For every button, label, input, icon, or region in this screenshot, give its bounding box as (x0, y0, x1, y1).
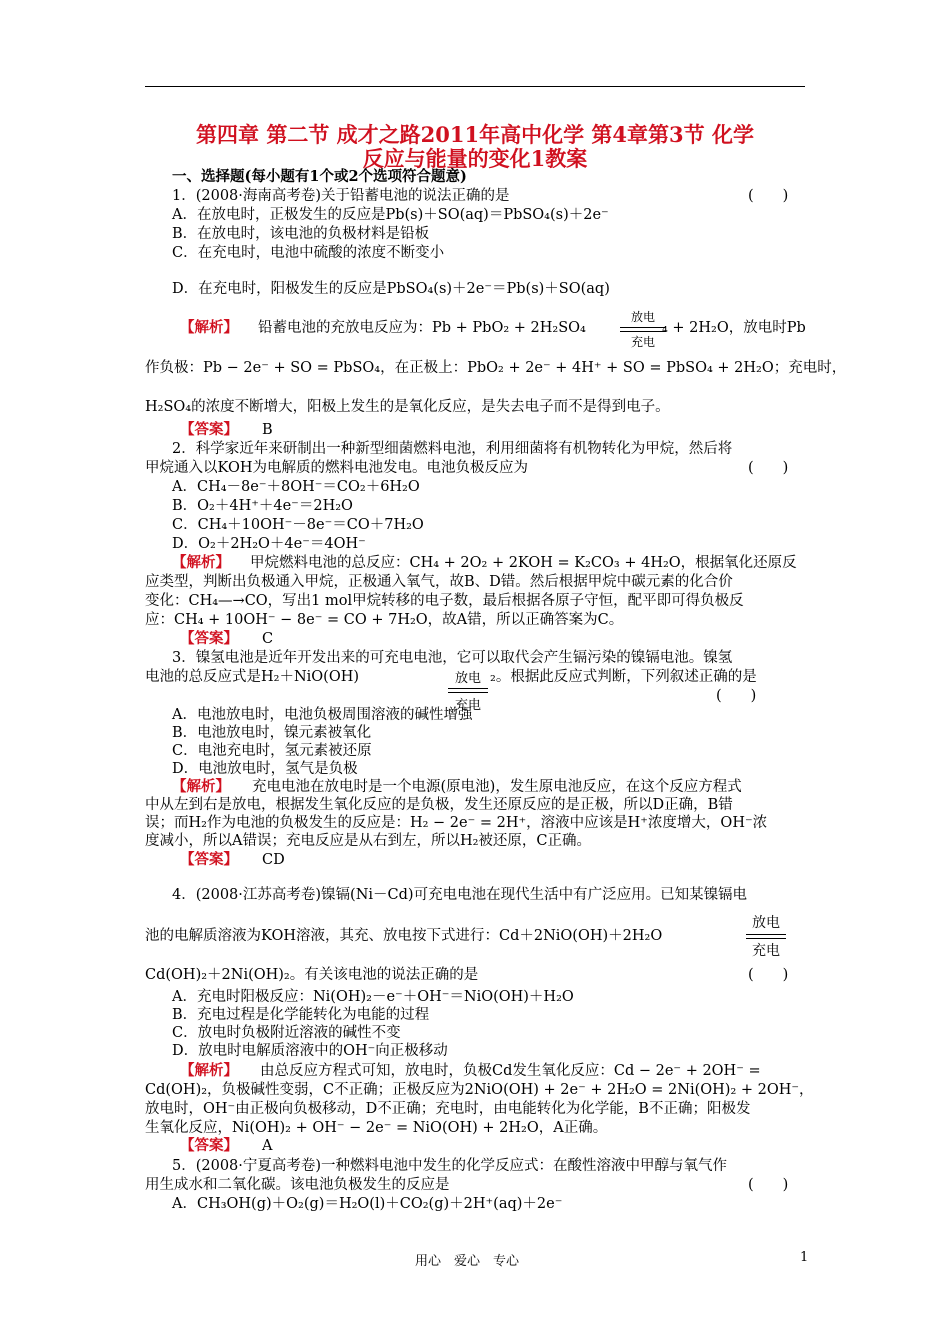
q2-explanation-2: 应类型，判断出负极通入甲烷，正极通入氧气，故B、D错。然后根据甲烷中碳元素的化合价 (145, 574, 733, 590)
q2-explanation-1: 甲烷燃料电池的总反应：CH₄ + 2O₂ + 2KOH = K₂CO₃ + 4H₂O，根据氧化还原反 (250, 555, 797, 571)
arrow-top-label: 放电 (454, 671, 481, 686)
q4-stem-3: Cd(OH)₂＋2Ni(OH)₂。有关该电池的说法正确的是 (145, 967, 479, 983)
arrow-bottom-label: 充电 (630, 335, 655, 349)
q1-answer: B (262, 422, 273, 438)
q3-explanation-4: 度减小，所以A错误；充电反应是从右到左，所以H₂被还原，C正确。 (145, 833, 592, 849)
q5-stem-1: 5．(2008·宁夏高考卷)一种燃料电池中发生的化学反应式：在酸性溶液中甲醇与氧气作 (172, 1158, 728, 1174)
q4-option-d: D．放电时电解质溶液中的OH⁻向正极移动 (172, 1043, 448, 1059)
q1-explanation-1b: ₄ + 2H₂O，放电时Pb (662, 320, 806, 336)
q3-answer: CD (262, 852, 285, 868)
section-heading: 一、选择题(每小题有1个或2个选项符合题意) (172, 168, 467, 185)
q5-option-a: A．CH₃OH(g)＋O₂(g)＝H₂O(l)＋CO₂(g)＋2H⁺(aq)＋2e⁻ (172, 1196, 563, 1212)
header-rule (145, 86, 805, 87)
q4-explanation-label: 【解析】 (180, 1062, 238, 1079)
q3-option-a: A．电池放电时，电池负极周围溶液的碱性增强 (172, 707, 473, 723)
page-number: 1 (800, 1250, 809, 1265)
arrow-bottom-label: 充电 (454, 698, 481, 713)
q4-explanation-3: 放电时，OH⁻由正极向负极移动，D不正确；充电时，由电能转化为化学能，B不正确；阳极发 (145, 1101, 751, 1117)
q3-option-c: C．电池充电时，氢元素被还原 (172, 743, 372, 759)
q1-option-a: A．在放电时，正极发生的反应是Pb(s)＋SO(aq)＝PbSO₄(s)＋2e⁻ (172, 207, 609, 223)
q1-answer-label: 【答案】 (180, 421, 238, 438)
q2-stem-1: 2．科学家近年来研制出一种新型细菌燃料电池，利用细菌将有机物转化为甲烷，然后将 (172, 441, 733, 457)
q4-option-c: C．放电时负极附近溶液的碱性不变 (172, 1025, 401, 1041)
q2-explanation-4: 应：CH₄ + 10OH⁻ − 8e⁻ = CO + 7H₂O，故A错，所以正确答案为C。 (145, 612, 624, 628)
q1-reversible-arrow (620, 308, 666, 350)
footer-motto: 用心 爱心 专心 (415, 1254, 520, 1269)
q4-explanation-1: 由总反应方程式可知，放电时，负极Cd发生氧化反应：Cd − 2e⁻ + 2OH⁻ = (260, 1063, 761, 1079)
q5-stem-2: 用生成水和二氧化碳。该电池负极发生的反应是 (145, 1177, 450, 1193)
q4-answer-label: 【答案】 (180, 1137, 238, 1154)
q2-option-a: A．CH₄－8e⁻＋8OH⁻＝CO₂＋6H₂O (172, 479, 420, 495)
q1-option-b: B．在放电时，该电池的负极材料是铅板 (172, 226, 430, 242)
doc-title-line2: 反应与能量的变化1教案 (362, 146, 588, 171)
arrow-top-label: 放电 (752, 915, 780, 931)
q2-answer-label: 【答案】 (180, 630, 238, 647)
q4-explanation-2: Cd(OH)₂，负极碱性变弱，C不正确；正极反应为2NiO(OH) + 2e⁻ + 2H₂O = 2Ni(OH)₂ + 2OH⁻， (145, 1082, 814, 1098)
q3-answer-blank: ( ) (716, 688, 757, 704)
q4-option-b: B．充电过程是化学能转化为电能的过程 (172, 1007, 430, 1023)
q3-explanation-1: 充电电池在放电时是一个电源(原电池)，发生原电池反应，在这个反应方程式 (252, 779, 742, 795)
q2-explanation-label: 【解析】 (172, 554, 230, 571)
q2-explanation-3: 变化：CH₄—→CO，写出1 mol甲烷转移的电子数，最后根据各原子守恒，配平即可得负极反 (145, 593, 744, 609)
q1-explanation-1a: 铅蓄电池的充放电反应为：Pb + PbO₂ + 2H₂SO₄ (258, 320, 586, 336)
q3-explanation-3: 误；而H₂作为电池的负极发生的反应是：H₂ − 2e⁻ = 2H⁺，溶液中应该是H⁺浓度增大，OH⁻浓 (145, 815, 768, 831)
q1-explanation-2: 作负极：Pb − 2e⁻ + SO = PbSO₄，在正极上：PbO₂ + 2e⁻ + 4H⁺ + SO = PbSO₄ + 2H₂O；充电时， (145, 360, 847, 376)
q3-answer-label: 【答案】 (180, 851, 238, 868)
q1-option-d: D．在充电时，阳极发生的反应是PbSO₄(s)＋2e⁻＝Pb(s)＋SO(aq) (172, 281, 610, 297)
q2-answer: C (262, 631, 274, 647)
q3-stem-2b: ₂。根据此反应式判断，下列叙述正确的是 (490, 669, 757, 685)
q4-explanation-4: 生氧化反应，Ni(OH)₂ + OH⁻ − 2e⁻ = NiO(OH) + 2H₂O，A正确。 (145, 1120, 608, 1136)
q2-option-d: D．O₂＋2H₂O＋4e⁻＝4OH⁻ (172, 536, 366, 552)
q3-explanation-2: 中从左到右是放电，根据发生氧化反应的是负极，发生还原反应的是正极，所以D正确，B错 (145, 797, 733, 813)
q1-answer-blank: ( ) (748, 188, 789, 204)
q3-stem-1: 3．镍氢电池是近年开发出来的可充电电池，它可以取代会产生镉污染的镍镉电池。镍氢 (172, 650, 733, 666)
q4-option-a: A．充电时阳极反应：Ni(OH)₂－e⁻＋OH⁻＝NiO(OH)＋H₂O (172, 989, 574, 1005)
q1-stem: 1．(2008·海南高考卷)关于铅蓄电池的说法正确的是 (172, 188, 510, 204)
doc-title-line1: 第四章 第二节 成才之路2011年高中化学 第4章第3节 化学 (196, 122, 754, 147)
arrow-bottom-label: 充电 (752, 943, 780, 959)
q5-answer-blank: ( ) (748, 1177, 789, 1193)
q4-reversible-arrow (746, 912, 786, 960)
q3-option-b: B．电池放电时，镍元素被氧化 (172, 725, 372, 741)
q4-answer: A (262, 1138, 273, 1154)
q3-explanation-label: 【解析】 (172, 778, 230, 795)
q2-stem-2: 甲烷通入以KOH为电解质的燃料电池发电。电池负极反应为 (145, 460, 528, 476)
q3-stem-2a: 电池的总反应式是H₂＋NiO(OH) (145, 669, 360, 685)
q1-explanation-3: H₂SO₄的浓度不断增大，阳极上发生的是氧化反应，是失去电子而不是得到电子。 (145, 399, 670, 415)
arrow-top-label: 放电 (630, 310, 655, 324)
q2-option-b: B．O₂＋4H⁺＋4e⁻＝2H₂O (172, 498, 353, 514)
q3-option-d: D．电池放电时，氢气是负极 (172, 761, 358, 777)
q1-option-c: C．在充电时，电池中硫酸的浓度不断变小 (172, 245, 445, 261)
q2-answer-blank: ( ) (748, 460, 789, 476)
q4-answer-blank: ( ) (748, 967, 789, 983)
q2-option-c: C．CH₄＋10OH⁻－8e⁻＝CO＋7H₂O (172, 517, 424, 533)
q1-explanation-label: 【解析】 (180, 319, 238, 336)
q4-stem-2: 池的电解质溶液为KOH溶液，其充、放电按下式进行：Cd＋2NiO(OH)＋2H₂O (145, 928, 663, 944)
q4-stem-1: 4．(2008·江苏高考卷)镍镉(Ni－Cd)可充电电池在现代生活中有广泛应用。已知某镍镉电 (172, 887, 748, 903)
